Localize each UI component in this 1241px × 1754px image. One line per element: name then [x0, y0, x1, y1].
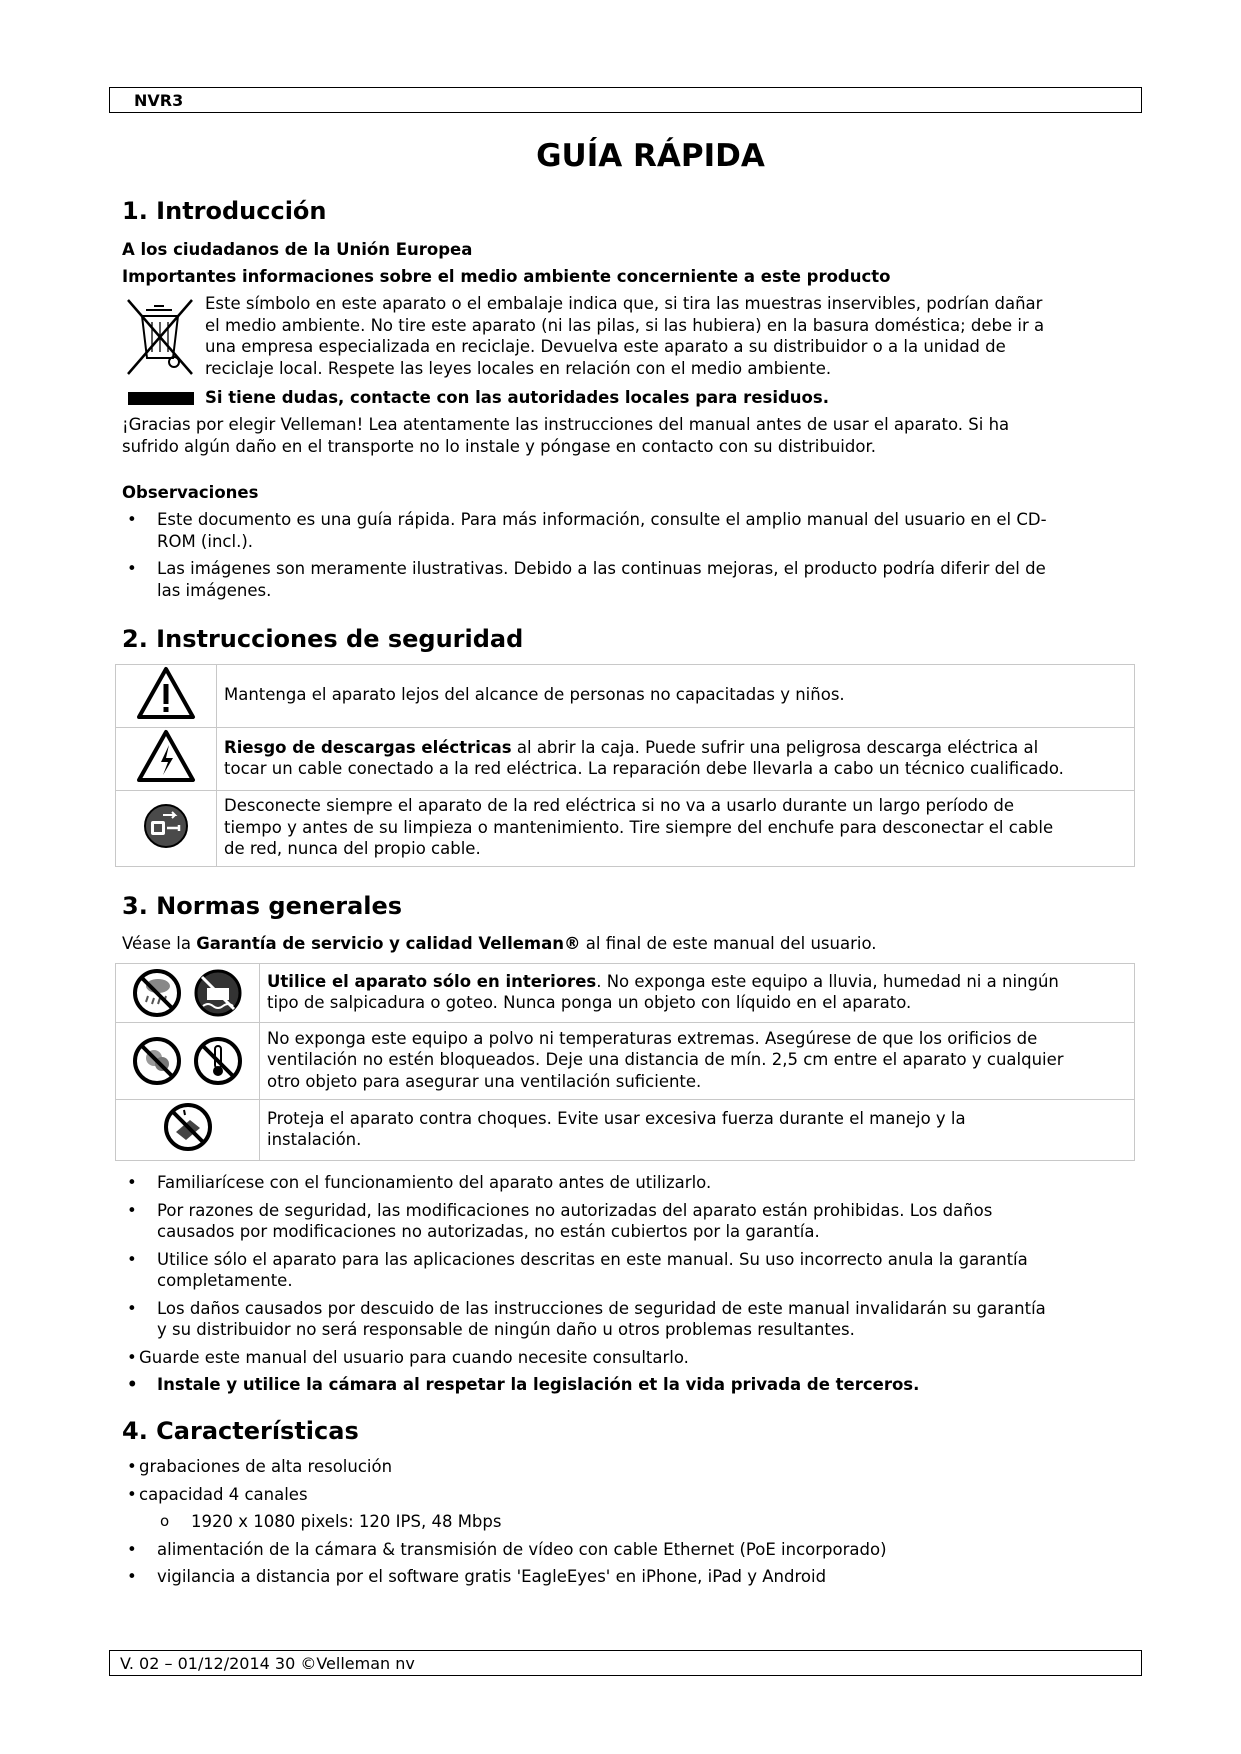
general-rules-list [122, 1172, 1046, 1396]
list-item: o 1920 x 1080 pixels: 120 IPS, 48 Mbps [122, 1511, 887, 1533]
rule-text: Proteja el aparato contra choques. Evite usar excesiva fuerza durante el manejo y la [267, 1108, 966, 1128]
section-2-heading: 2. Instrucciones de seguridad [122, 625, 524, 653]
safety-text: Mantenga el aparato lejos del alcance de personas no capacitadas y niños. [224, 685, 845, 705]
list-item: • Por razones de seguridad, las modificaciones no autorizadas del aparato están prohibidas. Los daños causados por modificaciones no autorizadas, no están cubiertos por la garantía. [122, 1200, 1046, 1243]
thanks-line: ¡Gracias por elegir Velleman! Lea atentamente las instrucciones del manual antes de usar el aparato. Si ha [122, 415, 1010, 434]
electric-shock-icon [136, 729, 196, 783]
weee-text [205, 293, 1044, 379]
list-item: • Instale y utilice la cámara al respetar la legislación et la vida privada de terceros. [122, 1374, 1046, 1396]
rule-text: No exponga este equipo a polvo ni temperaturas extremas. Asegúrese de que los orificios de [267, 1028, 1038, 1048]
page-title: GUÍA RÁPIDA [536, 138, 765, 174]
no-rain-icon [129, 968, 185, 1018]
unplug-icon [143, 803, 189, 849]
section-1-heading: 1. Introducción [122, 197, 327, 225]
list-item: • Utilice sólo el aparato para las aplicaciones descritas en este manual. Su uso incorrecto anula la garantía completamente. [122, 1249, 1046, 1292]
black-bar-decoration [128, 392, 194, 405]
weee-line: reciclaje local. Respete las leyes locales en relación con el medio ambiente. [205, 358, 832, 378]
eu-citizens-subheading: A los ciudadanos de la Unión Europea [122, 240, 473, 259]
safety-table [115, 664, 1135, 867]
safety-text: Riesgo de descargas eléctricas al abrir la caja. Puede sufrir una peligrosa descarga eléctrica al [224, 737, 1039, 757]
list-item: • grabaciones de alta resolución [122, 1456, 887, 1478]
weee-line: el medio ambiente. No tire este aparato (ni las pilas, si las hubiera) en la basura doméstica; debe ir a [205, 315, 1045, 335]
page-header [109, 87, 1142, 113]
no-splash-icon [190, 968, 246, 1018]
observations-list [122, 509, 1047, 601]
warranty-reference: Véase la Garantía de servicio y calidad Velleman® al final de este manual del usuario. [122, 934, 877, 953]
list-item: • Familiarícese con el funcionamiento del aparato antes de utilizarlo. [122, 1172, 1046, 1194]
section-3-heading: 3. Normas generales [122, 892, 403, 920]
thanks-paragraph [122, 414, 1009, 457]
list-item: • capacidad 4 canales [122, 1484, 887, 1506]
safety-text: Desconecte siempre el aparato de la red eléctrica si no va a usarlo durante un largo período de [224, 796, 1014, 816]
model-name: NVR3 [134, 91, 184, 110]
list-item: • Guarde este manual del usuario para cuando necesite consultarlo. [122, 1347, 1046, 1369]
table-row: Riesgo de descargas eléctricas al abrir la caja. Puede sufrir una peligrosa descarga eléctrica al tocar un cable conectado a la red eléctrica. La reparación debe llevarla a cabo un técnico cualificado. [116, 728, 1135, 791]
weee-bin-icon [124, 296, 196, 378]
page-footer [109, 1650, 1142, 1676]
weee-line: una empresa especializada en reciclaje. Devuelva este aparato a su distribuidor o a la unidad de [205, 337, 1006, 356]
section-4-heading: 4. Características [122, 1417, 359, 1445]
environment-subheading: Importantes informaciones sobre el medio ambiente concerniente a este producto [122, 267, 891, 286]
doubt-note: Si tiene dudas, contacte con las autoridades locales para residuos. [205, 388, 829, 407]
table-row: Desconecte siempre el aparato de la red eléctrica si no va a usarlo durante un largo período de tiempo y antes de su limpieza o mantenimiento. Tire siempre del enchufe para desconectar el cable de red, nunca del propio cable. [116, 791, 1135, 867]
table-row: Proteja el aparato contra choques. Evite usar excesiva fuerza durante el manejo y la instalación. [116, 1100, 1135, 1161]
no-shock-icon [160, 1102, 216, 1152]
table-row: Utilice el aparato sólo en interiores. No exponga este equipo a lluvia, humedad ni a ningún tipo de salpicadura o goteo. Nunca ponga un objeto con líquido en el aparato. [116, 964, 1135, 1023]
list-item: • vigilancia a distancia por el software gratis 'EagleEyes' en iPhone, iPad y Android [122, 1566, 887, 1588]
warning-triangle-icon [136, 666, 196, 720]
no-dust-icon [129, 1036, 185, 1086]
list-item: • alimentación de la cámara & transmisión de vídeo con cable Ethernet (PoE incorporado) [122, 1539, 887, 1561]
list-item: • Las imágenes son meramente ilustrativas. Debido a las continuas mejoras, el producto podría diferir del de las imágenes. [122, 558, 1047, 601]
table-row: No exponga este equipo a polvo ni temperaturas extremas. Asegúrese de que los orificios de ventilación no estén bloqueados. Deje una distancia de mín. 2,5 cm entre el aparato y cualquier otro objeto para asegurar una ventilación suficiente. [116, 1023, 1135, 1100]
weee-line: Este símbolo en este aparato o el embalaje indica que, si tira las muestras inservibles, podrían dañar [205, 294, 1043, 313]
general-rules-table [115, 963, 1135, 1161]
list-item: • Los daños causados por descuido de las instrucciones de seguridad de este manual invalidarán su garantía y su distribuidor no será responsable de ningún daño u otros problemas resultantes. [122, 1298, 1046, 1341]
observations-heading: Observaciones [122, 483, 259, 502]
rule-text: Utilice el aparato sólo en interiores. No exponga este equipo a lluvia, humedad ni a ningún [267, 971, 1059, 991]
features-list [122, 1456, 887, 1588]
thanks-line: sufrido algún daño en el transporte no lo instale y póngase en contacto con su distribuidor. [122, 436, 876, 456]
table-row [116, 665, 1135, 728]
list-item: • Este documento es una guía rápida. Para más información, consulte el amplio manual del usuario en el CD- ROM (incl.). [122, 509, 1047, 552]
footer-text: V. 02 – 01/12/2014 30 ©Velleman nv [120, 1654, 415, 1673]
no-extreme-temperature-icon [190, 1036, 246, 1086]
